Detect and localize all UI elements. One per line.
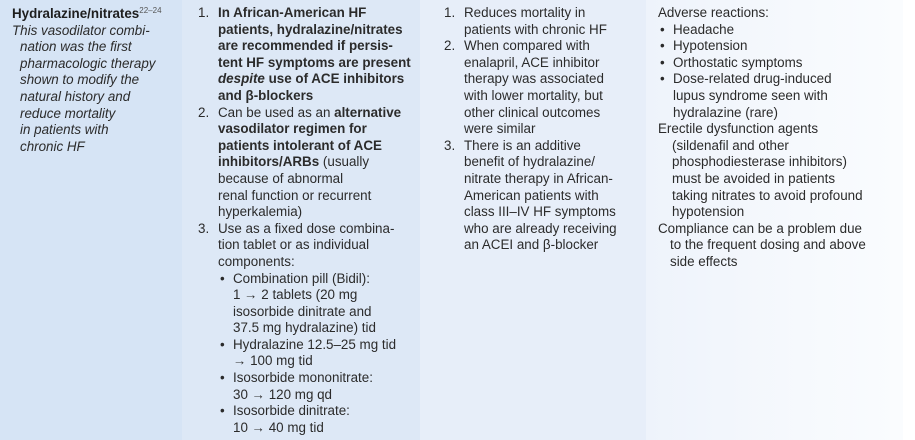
description-line: This vasodilator combi- bbox=[12, 22, 150, 38]
bullet-glyph: • bbox=[660, 54, 665, 70]
dosing-list bbox=[218, 271, 420, 437]
dosing-line: → 100 mg tid bbox=[233, 353, 313, 369]
indication-line: tion tablet or as individual bbox=[218, 237, 370, 253]
dosing-line: Isosorbide mononitrate: bbox=[233, 370, 373, 386]
note-line: Compliance can be a problem due bbox=[658, 220, 862, 236]
indication-line: vasodilator regimen for bbox=[218, 121, 367, 137]
indication-item bbox=[198, 5, 420, 105]
compliance-note bbox=[658, 221, 903, 271]
description-line: pharmacologic therapy bbox=[20, 55, 156, 71]
description-line: chronic HF bbox=[20, 138, 85, 154]
benefit-line: nitrate therapy in African- bbox=[464, 170, 613, 186]
indication-line bbox=[218, 71, 420, 88]
benefit-line: There is an additive bbox=[464, 137, 581, 153]
indication-line: components: bbox=[218, 253, 295, 269]
benefit-item bbox=[444, 5, 646, 38]
item-number: 1. bbox=[198, 5, 210, 20]
benefit-line: American patients with bbox=[464, 187, 599, 203]
adverse-line: Dose-related drug-induced bbox=[673, 71, 832, 87]
drug-column bbox=[0, 0, 182, 440]
item-number: 3. bbox=[444, 137, 456, 153]
note-line: to the frequent dosing and above bbox=[670, 237, 866, 253]
note-line: (sildenafil and other bbox=[672, 137, 789, 153]
indication-line: In African-American HF bbox=[218, 5, 367, 20]
bullet-glyph: • bbox=[660, 21, 665, 37]
indication-line: and β-blockers bbox=[218, 87, 314, 103]
indications-list bbox=[198, 5, 420, 436]
dosing-line: Isosorbide dinitrate: bbox=[233, 403, 350, 419]
indication-item bbox=[198, 105, 420, 221]
dosing-line: Combination pill (Bidil): bbox=[233, 270, 370, 286]
indication-line: Can be used as an alternative bbox=[218, 104, 402, 120]
adverse-line: Hypotension bbox=[673, 38, 748, 54]
benefit-line: an ACEI and β-blocker bbox=[464, 237, 599, 253]
indications-column bbox=[182, 0, 420, 440]
benefit-line: therapy was associated bbox=[464, 71, 604, 87]
note-line: taking nitrates to avoid profound bbox=[672, 187, 863, 203]
bullet-glyph: • bbox=[220, 270, 225, 286]
indication-item bbox=[198, 221, 420, 437]
benefit-line: Reduces mortality in bbox=[464, 5, 586, 20]
note-line: phosphodiesterase inhibitors) bbox=[672, 154, 847, 170]
indication-line: renal function or recurrent bbox=[218, 187, 372, 203]
dosing-item bbox=[218, 370, 420, 403]
adverse-line: Orthostatic symptoms bbox=[673, 54, 803, 70]
indication-line: patients, hydralazine/nitrates bbox=[218, 21, 403, 37]
item-number: 3. bbox=[198, 220, 210, 236]
dosing-line: 30 → 120 mg qd bbox=[233, 386, 333, 402]
emphasis-text: inhibitors/ARBs bbox=[218, 154, 320, 170]
dosing-line: 10 → 40 mg tid bbox=[233, 419, 324, 435]
indication-line: are recommended if persis- bbox=[218, 38, 393, 54]
description-line: natural history and bbox=[20, 88, 131, 104]
benefit-line: who are already receiving bbox=[464, 220, 617, 236]
benefits-column bbox=[420, 0, 646, 440]
benefit-line: enalapril, ACE inhibitor bbox=[464, 54, 600, 70]
indication-line: Use as a fixed dose combina- bbox=[218, 220, 395, 236]
adverse-item bbox=[658, 55, 903, 72]
benefit-line: were similar bbox=[464, 121, 536, 137]
drug-description bbox=[12, 23, 178, 156]
dosing-line: Hydralazine 12.5–25 mg tid bbox=[233, 336, 397, 352]
benefit-line: class III–IV HF symptoms bbox=[464, 204, 616, 220]
item-number: 2. bbox=[198, 104, 210, 120]
bullet-glyph: • bbox=[220, 336, 225, 352]
bullet-glyph: • bbox=[220, 370, 225, 386]
adverse-list bbox=[658, 22, 903, 122]
indication-line: patients intolerant of ACE bbox=[218, 137, 382, 153]
drug-name bbox=[12, 3, 178, 23]
adverse-line: lupus syndrome seen with bbox=[673, 87, 828, 103]
adverse-item bbox=[658, 22, 903, 39]
benefits-list bbox=[444, 5, 646, 254]
item-number: 1. bbox=[444, 5, 456, 20]
dosing-item bbox=[218, 403, 420, 436]
indication-line: because of abnormal bbox=[218, 170, 344, 186]
adverse-line: hydralazine (rare) bbox=[673, 104, 778, 120]
adverse-column bbox=[646, 0, 903, 440]
description-line: reduce mortality bbox=[20, 105, 116, 121]
note-line: hypotension bbox=[672, 204, 745, 220]
description-line: in patients with bbox=[20, 122, 109, 138]
erectile-dysfunction-note bbox=[658, 121, 903, 221]
note-line: must be avoided in patients bbox=[672, 170, 836, 186]
dosing-line: 37.5 mg hydralazine) tid bbox=[233, 320, 376, 336]
adverse-line: Headache bbox=[673, 21, 735, 37]
benefit-line: other clinical outcomes bbox=[464, 104, 601, 120]
bullet-glyph: • bbox=[660, 38, 665, 54]
indication-line: hyperkalemia) bbox=[218, 204, 303, 220]
benefit-item bbox=[444, 38, 646, 138]
note-line: side effects bbox=[670, 253, 738, 269]
emphasis-text: despite bbox=[218, 71, 265, 87]
item-number: 2. bbox=[444, 38, 456, 54]
description-line: nation was the first bbox=[20, 39, 132, 55]
dosing-item bbox=[218, 337, 420, 370]
indication-line: tent HF symptoms are present bbox=[218, 54, 411, 70]
dosing-item bbox=[218, 271, 420, 337]
benefit-line: patients with chronic HF bbox=[464, 21, 607, 37]
benefit-line: When compared with bbox=[464, 38, 590, 54]
dosing-line: isosorbide dinitrate and bbox=[233, 303, 372, 319]
bullet-glyph: • bbox=[220, 403, 225, 419]
drug-reference: 22–24 bbox=[139, 6, 162, 15]
benefit-item bbox=[444, 138, 646, 254]
adverse-heading: Adverse reactions: bbox=[658, 5, 769, 20]
adverse-item bbox=[658, 71, 903, 121]
benefit-line: benefit of hydralazine/ bbox=[464, 154, 596, 170]
benefit-line: with lower mortality, but bbox=[464, 87, 603, 103]
dosing-line: 1 → 2 tablets (20 mg bbox=[233, 287, 358, 303]
emphasis-text: alternative bbox=[334, 104, 402, 120]
emphasis-text: use of ACE inhibitors bbox=[264, 71, 405, 87]
drug-name-text: Hydralazine/nitrates bbox=[12, 6, 140, 21]
indication-line: inhibitors/ARBs (usually bbox=[218, 154, 370, 170]
note-line: Erectile dysfunction agents bbox=[658, 121, 819, 137]
adverse-item bbox=[658, 38, 903, 55]
bullet-glyph: • bbox=[660, 71, 665, 87]
description-line: shown to modify the bbox=[20, 72, 140, 88]
